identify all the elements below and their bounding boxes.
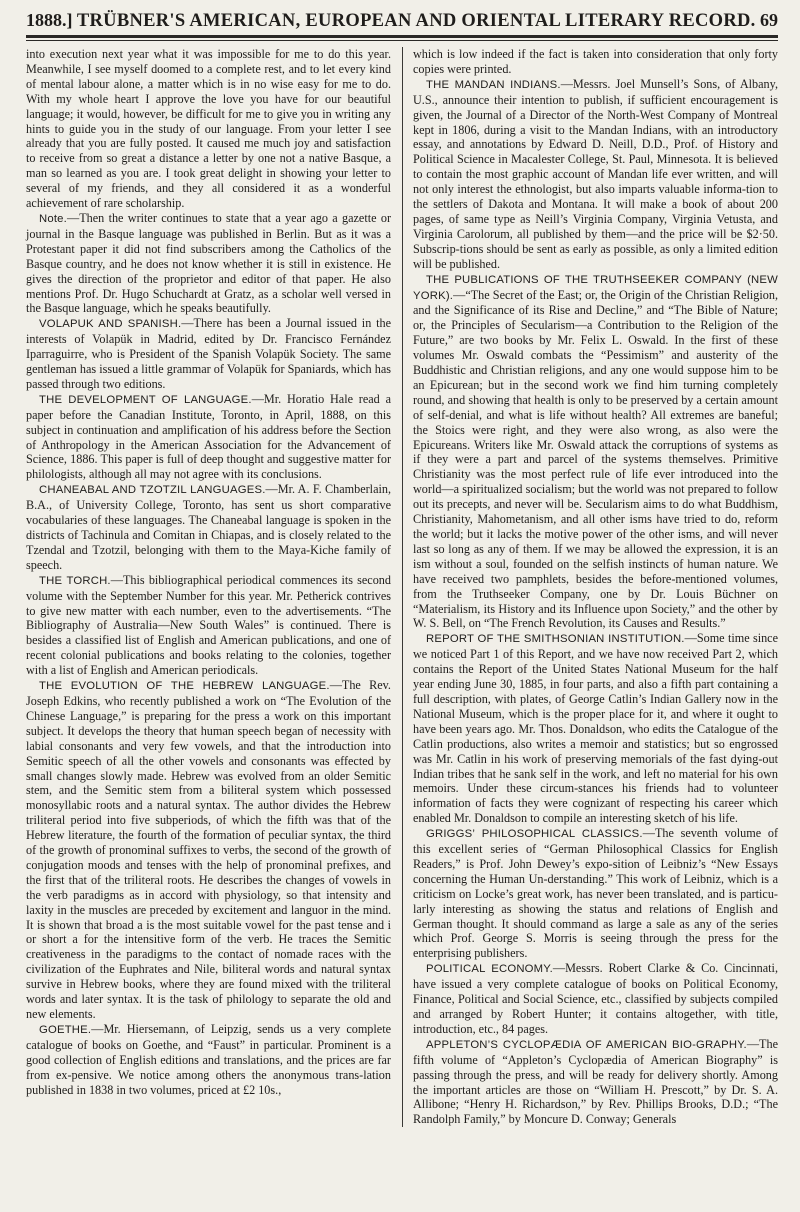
paragraph (26, 47, 391, 211)
paragraph (413, 961, 778, 1037)
paragraph (413, 826, 778, 961)
paragraph-text: —The seventh volume of this excellent series of “German Philosophical Classics for English Readers,” is Prof. John Dewey’s expo-sition of Leibniz’s “New Essays concerning the Human Un-derstanding.” This work of Leibniz, which is a criticism on Locke’s great work, has never been translated, and is particu-larly interesting as showing the status and relations of English and German thought. It should command as large a sale as any of the series which Prof. George S. Morris is seeing through the press for the enterprising publishers. (413, 826, 778, 961)
paragraph-text: —The fifth volume of “Appleton’s Cyclopædia of American Biography” is passing through the press, and will be ready for delivery shortly. Among the important articles are those on “William H. Prescott,” by Dr. S. A. Allibone; “Henry H. Richardson,” by Rev. Phillips Brooks, D.D.; “The Randolph Family,” by Moncure D. Conway; Generals (413, 1036, 778, 1127)
paragraph-text: —The Rev. Joseph Edkins, who recently published a work on “The Evolution of the Chinese Language,” is preparing for the press a work on this important subject. It develops the theory that human speech began of necessity with labial consonants and very few vowels, and that the introduction into Semitic speech of all the other vowels and consonants was effected by small changes slowly made. Hebrew was evolved from an older Semitic stem, and the Semitic stem from a biliteral system which possessed monosyllabic roots and a natural syntax. The author divides the Hebrew triliteral period into five subperiods, of which the fifth was that of the Hebrew literature, the fourth of the formation of peculiar syntax, the third of the growth of pronominal suffixes to verbs, the second of the growth of conjugation moods and tenses with the help of pronominal prefixes, and the first that of the triliteral roots. He describes the changes of vowels in the verb paradigms as in accord with physiology, so that intensity and laxity in the muscles are preceded by excitement and languor in the mind. It is shown that broad a is the most suitable vowel for the past tense and i or short a for the intensitive form of the verb. He traces the Semitic creativeness in the paradigms to the contact of nomade races with the civilization of the Euphrates and Nile, biliteral words and natural syntax survive in Hebrew books, where they are found mixed with the triliteral words and later syntax. It is the task of philology to separate the old and new elements. (26, 678, 391, 1021)
paragraph-heading: REPORT OF THE SMITHSONIAN INSTITUTION. (426, 633, 685, 646)
paragraph-text: —Messrs. Robert Clarke & Co. Cincinnati, have issued a very complete catalogue of books on Political Economy, Finance, Political and Social Science, etc., classified by subjects compiled and arranged by Robert Hunter; it contains altogether, with title, introduction, etc., 84 pages. (413, 961, 778, 1036)
paragraph-text: —Some time since we noticed Part 1 of this Report, and we have now received Part 2, which contains the Report of the United States National Museum for the half year ending June 30, 1885, in four parts, and also a fifth part containing a full description, with plates, of George Catlin’s Indian Gallery now in the National Museum, which is the proper place for it, and where it ought to have been years ago. Mr. Thos. Donaldson, who edits the Catalogue of the Catlin productions, also writes a memoir and statistics; but so engrossed was Mr. Catlin in his work of preserving memorials of the fast dying-out Indian tribes that he sank self in the work, and left no material for his own memoirs. Under these circum-stances his friends had to volunteer information of facts they were cognizant of respecting his career which enabled Mr. Donaldson to compile an interesting sketch of his life. (413, 631, 779, 826)
paragraph (26, 316, 391, 392)
paragraph-heading: THE EVOLUTION OF THE HEBREW LANGUAGE. (39, 680, 330, 693)
paragraph-heading: GRIGGS’ PHILOSOPHICAL CLASSICS. (426, 828, 643, 841)
paragraph (413, 1037, 778, 1127)
paragraph-heading: THE PUBLICATIONS OF THE TRUTHSEEKER COMPANY (NEW YORK). (413, 273, 778, 302)
paragraph-heading: THE TORCH. (39, 574, 111, 587)
paragraph-heading: CHANEABAL AND TZOTZIL LANGUAGES. (39, 484, 266, 497)
paragraph-text: —This bibliographical periodical commences its second volume with the September Number for this year. Mr. Petherick contrives to give new matter with each number, even to the advertisements. “The Bibliography of Australia—New South Wales” is continued. There is besides a classified list of English and American publications, and one of recent colonial publications and books relating to the colonies, together with a list of English and American periodicals. (26, 572, 391, 678)
left-column (26, 47, 391, 1127)
paragraph (26, 211, 391, 316)
right-column (413, 47, 778, 1127)
paragraph-text: —There has been a Journal issued in the interests of Volapük in Madrid, edited by Dr. Francisco Fernández Iparraguirre, who is President of the Spanish Volapük Society. The same gentleman has issued a little grammar of Volapük for Spaniards, which has passed through two editions. (26, 316, 391, 391)
paragraph (26, 573, 391, 678)
paragraph (413, 631, 778, 826)
paragraph-heading: THE MANDAN INDIANS. (426, 78, 561, 91)
paragraph-text: into execution next year what it was impossible for me to do this year. Meanwhile, I see myself doomed to a complete rest, and to let every kind of mental labour alone, a matter which is in no wise easy for me to do. With my whole heart I approve the love you have for our beautiful language; it would, however, be difficult for me to give you in writing any hints to guide you in the study of our language. From your letter I see already that you are fully posted. It caused me much joy and satisfaction to receive from so great a distance a letter by one not a native Basque, a man so learned as you are. I took great delight in showing your letter to several of my friends, and they all considered it as a wonderful achievement of rare scholarship. (26, 47, 391, 211)
paragraph-text: —Mr. Horatio Hale read a paper before the Canadian Institute, Toronto, in April, 1888, on this subject in continuation and amplification of his address before the Section of Anthropology in the American Association for the Advancement of Science, 1886. This paper is full of deep thought and suggestive matter for philologists, although all may not agree with its conclusions. (26, 391, 392, 482)
running-header (26, 10, 778, 34)
header-title: TRÜBNER'S AMERICAN, EUROPEAN AND ORIENTAL LITERARY RECORD. (76, 11, 756, 31)
paragraph-heading: THE DEVELOPMENT OF LANGUAGE. (39, 393, 252, 406)
paragraph-text: —Messrs. Joel Munsell’s Sons, of Albany, U.S., announce their intention to publish, if sufficient encouragement is given, the Journal of a Director of the North-West Company of Montreal kept in 1806, during a visit to the Mandan Indians, with an introductory essay, and annotations by Edward D. Neill, D.D., Prof. of History and Political Science in Macalester College, St. Paul, Minnesota. It is believed to contain the most graphic account of Mandan life ever written, and will not only interest the ethnologist, but also imparts valuable informa-tion to the settlers of Dakota and Montana. It will make a book of about 200 pages, of same type as Neill’s Virginia Company, Virginia Vetusta, and Virginia Carolorum, all published by them—and the price will be $2·50. Subscrip-tions should be sent as early as possible, as only a limited edition will be published. (413, 76, 778, 271)
paragraph (26, 678, 391, 1022)
column-separator (402, 47, 403, 1127)
paragraph-text: which is low indeed if the fact is taken into consideration that only forty copies were printed. (413, 47, 778, 76)
text-columns (26, 47, 778, 1127)
paragraph-text: —“The Secret of the East; or, the Origin of the Christian Religion, and the Significance of its Rise and Decline,” and “The Bible of Nature; or, the Principles of Secularism—a Contribution to the Religion of the Future,” are two books by Mr. Felix L. Oswald. In the first of these volumes Mr. Oswald combats the “Pessimism” and austerity of the Buddhistic and Christian religions, and any one would suppose him to be an Epicurean; but in the second work we find him turning completely round, and showing that health is only to be preserved by a certain amount of self-denial, and what is life without health? All extremes are baneful; the Stoics were right, and they were also wrong, as also were the Epicureans. Writers like Mr. Oswald attack the corruptions of systems as if they were a part and parcel of the systems themselves. Primitive Christianity was the most perfect rule of life ever introduced into the world—a spiritualized socialism; but the world was not prepared to follow out its precepts, and never will be. Secularism aims to do what Buddhism, Christianity, Mahometanism, and all other isms have tried to do, reform the world; but it lacks the motive power of the other isms, and will never last so long as any of them. If we may be allowed the expression, it is an ism without a soul, founded on the selfish instincts of human nature. We have received two pamphlets, besides the before-mentioned volumes, from the Truthseeker Company, one by Dr. Louis Büchner on “Materialism, its History and its Influence upon Society,” and the other by W. S. Bell, on “The French Revolution, its Causes and Results.” (413, 287, 778, 631)
paragraph (413, 272, 778, 632)
header-rule-thin (26, 40, 778, 41)
paragraph-text: —Mr. Hiersemann, of Leipzig, sends us a very complete catalogue of books on Goethe, and “Faust” in particular. Prominent is a good collection of English editions and translations, and the prices are far from ex-pensive. We notice among others the anonymous trans-lation published in 1838 in two volumes, priced at £2 10s., (26, 1021, 391, 1097)
paragraph-text: —Mr. A. F. Chamberlain, B.A., of University College, Toronto, has sent us short comparative vocabularies of these languages. The Chaneabal language is spoken in the districts of Tachinula and Comitan in Chiapas, and is closely related to the Tzendal and Tzotzil, belonging with them to the Maya-Kiche family of speech. (26, 482, 391, 572)
header-year: 1888.] (26, 10, 73, 30)
paragraph-text: —Then the writer continues to state that a year ago a gazette or journal in the Basque language was published in Berlin. But as it was a Protestant paper it did not find subscribers among the Catholics of the Basque country, and he does not know whether it is still in existence. He gives the direction of the proprietor and editor of that paper. He also mentions Prof. Dr. Hugo Schuchardt at Gratz, as a scholar well versed in the Basque language, which he speaks beautifully. (26, 210, 391, 316)
header-rule (26, 35, 778, 38)
paragraph (413, 47, 778, 77)
paragraph-heading: POLITICAL ECONOMY. (426, 963, 553, 976)
paragraph (413, 77, 778, 272)
paragraph-heading: APPLETON’S CYCLOPÆDIA OF AMERICAN BIO-GRAPHY. (426, 1038, 747, 1051)
page-number: 69 (759, 10, 778, 30)
paragraph-heading: GOETHE. (39, 1023, 92, 1036)
paragraph (26, 392, 391, 482)
paragraph (26, 1022, 391, 1098)
paragraph (26, 482, 391, 572)
paragraph-heading: VOLAPUK AND SPANISH. (39, 318, 182, 331)
paragraph-heading: Note. (39, 212, 68, 225)
